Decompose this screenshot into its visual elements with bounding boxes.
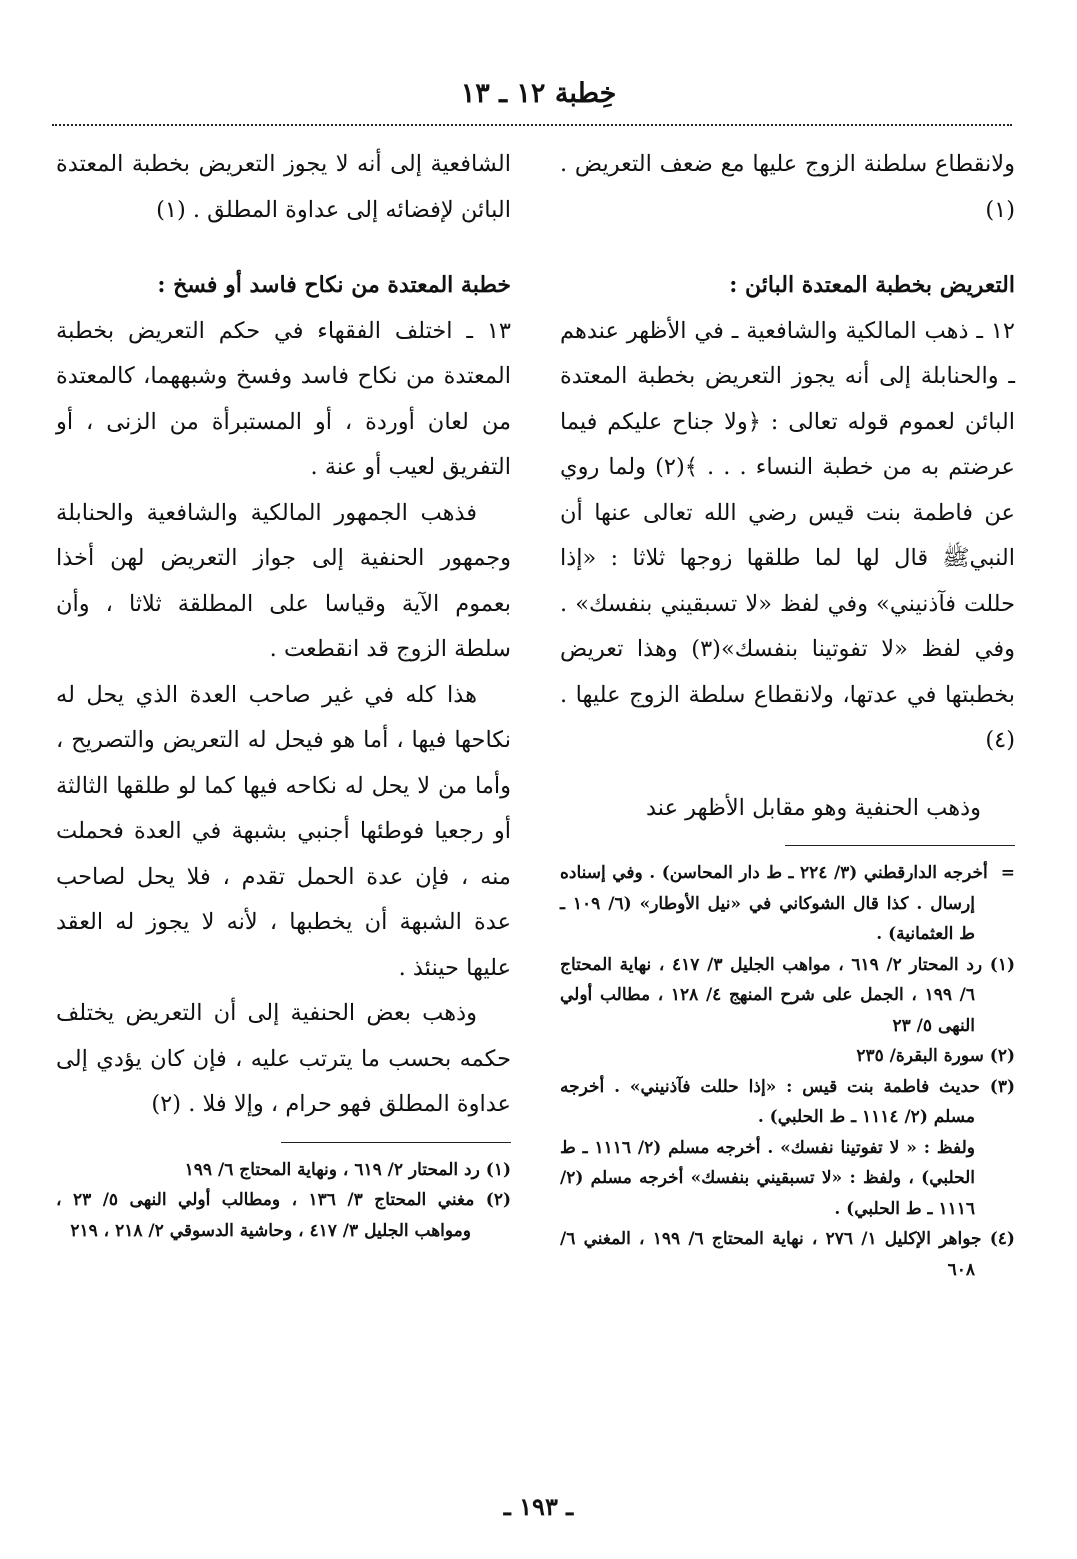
left-paragraph-2: ١٣ ـ اختلف الفقهاء في حكم التعريض بخطبة المعتدة من نكاح فاسد وفسخ وشبههما، كالمعتدة من لعان أوردة ، أو المستبرأة من الزنى ، أو التفريق لعيب أو عنة . (56, 317, 511, 480)
header-dotted-divider (52, 124, 1012, 126)
right-section-heading: التعريض بخطبة المعتدة البائن : (729, 272, 1015, 298)
left-column (56, 142, 511, 1246)
page-number: ـ ١٩٣ ـ (503, 1492, 574, 1521)
left-paragraph-1: الشافعية إلى أنه لا يجوز التعريض بخطبة المعتدة البائن لإفضائه إلى عداوة المطلق . (١) (56, 151, 511, 223)
left-paragraph-5: وذهب بعض الحنفية إلى أن التعريض يختلف حكمه بحسب ما يترتب عليه ، فإن كان يؤدي إلى عداوة المطلق فهو حرام ، وإلا فلا . (٢) (56, 1000, 511, 1117)
right-column (560, 142, 1015, 1285)
footnote-item: (٣) حديث فاطمة بنت قيس : «إذا حللت فآذنيني» . أخرجه مسلم (٢/ ١١١٤ ـ ط الحلبي) . (560, 1076, 1016, 1127)
footnote-item: = أخرجه الدارقطني (٣/ ٢٢٤ ـ ط دار المحاسن) . وفي إسناده إرسال . كذا قال الشوكاني في «نيل الأوطار» (٦/ ١٠٩ ـ ط العثمانية) . (560, 863, 1015, 944)
left-footnotes (56, 1155, 511, 1247)
footnote-item: (٤) جواهر الإكليل ١/ ٢٧٦ ، نهاية المحتاج ٦/ ١٩٩ ، المغني ٦/ ٦٠٨ (560, 1229, 1015, 1280)
right-paragraph-1: ولانقطاع سلطنة الزوج عليها مع ضعف التعريض . (١) (560, 151, 1015, 223)
footnote-item: (١) رد المحتار ٢/ ٦١٩ ، ونهاية المحتاج ٦/ ١٩٩ (184, 1159, 511, 1180)
right-paragraph-3: وذهب الحنفية وهو مقابل الأظهر عند (645, 794, 981, 821)
right-paragraph-2: ١٢ ـ ذهب المالكية والشافعية ـ في الأظهر عندهم ـ والحنابلة إلى أنه يجوز التعريض بخطبة المعتدة البائن لعموم قوله تعالى : ﴿ولا جناح عليكم فيما عرضتم به من خطبة النساء . . . ﴾(٢) ولما روي عن فاطمة بنت قيس رضي الله تعالى عنها أن النبيﷺ قال لها لما طلقها زوجها ثلاثا : «إذا حللت فآذنيني» وفي لفظ «لا تسبقيني بنفسك» . وفي لفظ «لا تفوتينا بنفسك»(٣) وهذا تعريض بخطبتها في عدتها، ولانقطاع سلطة الزوج عليها . (٤) (560, 317, 1016, 753)
right-footnotes (560, 858, 1015, 1285)
page-header-title: خِطبة ١٢ ـ ١٣ (460, 78, 617, 109)
left-footnote-divider (281, 1142, 511, 1143)
footnote-item: (١) رد المحتار ٢/ ٦١٩ ، مواهب الجليل ٣/ ٤١٧ ، نهاية المحتاج ٦/ ١٩٩ ، الجمل على شرح المنهج ٤/ ١٢٨ ، مطالب أولي النهى ٥/ ٢٣ (560, 954, 1015, 1036)
left-section-heading: خطبة المعتدة من نكاح فاسد أو فسخ : (157, 272, 511, 298)
right-footnote-divider (785, 845, 1015, 846)
left-paragraph-3: فذهب الجمهور المالكية والشافعية والحنابلة وجمهور الحنفية إلى جواز التعريض لهن أخذا بعموم الآية وقياسا على المطلقة ثلاثا ، وأن سلطة الزوج قد انقطعت . (56, 499, 511, 662)
footnote-item: (٢) مغني المحتاج ٣/ ١٣٦ ، ومطالب أولي النهى ٥/ ٢٣ ، ومواهب الجليل ٣/ ٤١٧ ، وحاشية الدسوقي ٢/ ٢١٨ ، ٢١٩ (56, 1190, 511, 1241)
left-paragraph-4: هذا كله في غير صاحب العدة الذي يحل له نكاحها فيها ، أما هو فيحل له التعريض والتصريح ، وأما من لا يحل له نكاحه فيها كما لو طلقها الثالثة أو رجعيا فوطئها أجنبي بشبهة في العدة فحملت منه ، فإن عدة الحمل تقدم ، فلا يحل لصاحب عدة الشبهة أن يخطبها ، لأنه لا يجوز له العقد عليها حينئذ . (56, 681, 511, 981)
footnote-item: ولفظ : « لا تفوتينا نفسك» . أخرجه مسلم (٢/ ١١١٦ ـ ط الحلبي) ، ولفظ : «لا تسبقيني بنفسك» أخرجه مسلم (٢/ ١١١٦ ـ ط الحلبي) . (560, 1137, 975, 1219)
footnote-item: (٢) سورة البقرة/ ٢٣٥ (856, 1046, 1015, 1066)
